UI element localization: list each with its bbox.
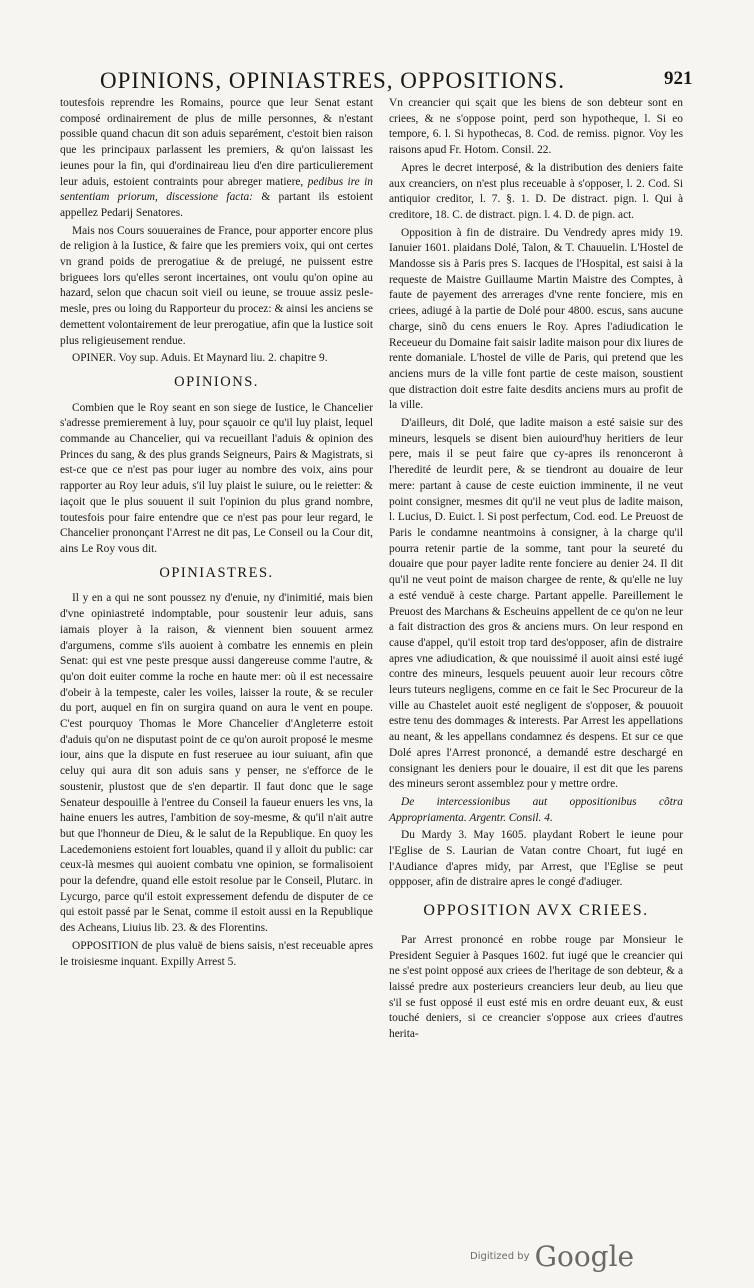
running-title: OPINIONS, OPINIASTRES, OPPOSITIONS. bbox=[100, 68, 566, 93]
left-column bbox=[60, 96, 373, 972]
section-heading-opiniastres: OPINIASTRES. bbox=[159, 564, 274, 581]
paragraph-intro: toutesfois reprendre les Romains, pource que leur Senat estant composé ordinairement de plus de mille personnes, & n'estant possible quand chacun dit son aduis separément, c'estoit bien raison que les principaux parlassent les premiers, & qu'on laissast les ieunes pour la fin, qui d'ordinaireau lieu d'en dire particulierement leur aduis, estoient contraints pour abreger matiere, pedibus ire in sententiam priorum, discessione facta: & partant ils estoient appellez Pedarij Senatores. bbox=[60, 97, 373, 219]
section-heading-opinions: OPINIONS. bbox=[174, 373, 259, 390]
paragraph-creancier: Vn creancier qui sçait que les biens de son debteur sont en criees, & ne s'oppose point, perd son hypotheque, l. Si eo tempore, 6. l. Si hypothecas, 8. Cod. de remiss. pignor. Voy les raisons apud Fr. Hotom. Consil. 22. bbox=[389, 97, 683, 157]
paragraph-opinions: Combien que le Roy seant en son siege de Iustice, le Chancelier s'adresse premierement à luy, pour sçauoir ce qu'il luy plaist, lequel commande au Chancelier, qui va recueillant l'aduis & opinion des Princes du sang, & des plus grands Seigneurs, Pairs & Magistrats, si est-ce que ce n'est pas pour iuger au nombre des voix, ains pour rapporter au Roy leur aduis, s'il luy plaist le suiure, ou le reietter: & iaçoit que le plus souuent il suit l'opinion du plus grand nombre, toutesfois pour faire entendre que ce n'est pas pour leur regard, le Chancelier prononçant l'Arrest ne dit pas, Le Conseil ou la Cour dit, ains Le Roy vous dit. bbox=[60, 401, 373, 555]
right-column bbox=[389, 96, 683, 1045]
paragraph-citation: De intercessionibus aut oppositionibus cõtra Appropriamenta. Argentr. Consil. 4. bbox=[389, 795, 683, 824]
paragraph-opiniastres: Il y en a qui ne sont poussez ny d'enuie, ny d'inimitié, mais bien d'vne opiniastreté indomptable, pour soustenir leur aduis, sans iamais ployer à la raison, & viennent bien souuent armez d'argumens, comme s'ils auoient à combatre les ennemis en plein Senat: qui est vne peste presque aussi dangereuse comme l'autre, & qu'on doit euiter comme la roche en haute mer: où il est necessaire d'obeir à la tempeste, caler les voiles, laisser la route, & se reculer du port, auquel en fin on surgira quand on aura le vent en poupe. C'est pourquoy Thomas le More Chancelier d'Angleterre estoit d'aduis qu'on ne disputast point de ce qu'on auroit proposé le mesme iour, ains que la dispute en fust reseruee au iour suiuant, afin que celuy qui aura dit son aduis sans y penser, ne s'efforce de le soustenir, plustost que de s'en departir. Il faut donc que le sage Senateur despouille à l'entree du Conseil la faueur enuers les vns, la haine enuers les autres, l'ambition de soy-mesme, & qu'il n'ait autre but que l'honneur de Dieu, & le salut de la Republique. En quoy les Lacedemoniens estoient fort louables, quand il y alloit du public: car ceux-là mesmes qui auoient combatu vne opinion, se formalisoient pour la defendre, quand elle estoit resolue par le Conseil, Plutarc. in Lycurgo, parce qu'il estoit expressement defendu de disputer de ce qui estoit passé par le Senat, comme il estoit aussi en la Republique des Acheans, Liuius lib. 23. & des Florentins. bbox=[60, 592, 373, 935]
page-number: 921 bbox=[664, 68, 693, 89]
digitized-by-label: Digitized by bbox=[470, 1251, 530, 1262]
digitized-watermark bbox=[470, 1240, 634, 1273]
paragraph-opiner: OPINER. Voy sup. Aduis. Et Maynard liu. 2. chapitre 9. bbox=[72, 352, 328, 365]
paragraph-cours: Mais nos Cours souueraines de France, pour apporter encore plus de religion à la Iustice, & faire que les premiers voix, qui ont certes vn grand poids de prerogatiue & de preiugé, ne puissent estre briguees lors qu'elles seront incertaines, ont voulu qu'on opine au hazard, selon que chacun soit vieil ou ieune, se trouue assiz pesle-mesle, pres ou loing du Rapporteur du procez: & ainsi les anciens se demettent volontairement de leur prerogatiue, afin que la Iustice soit plus religieusement rendue. bbox=[60, 224, 373, 347]
paragraph-arrest: Par Arrest prononcé en robbe rouge par Monsieur le President Seguier à Pasques 1602. fut iugé que le creancier qui ne s'est point opposé aux criees de l'heritage de son debteur, & a laissé predre aux posterieurs creanciers leur deub, au lieu que s'il se fust opposé il eust esté mis en ordre deuant eux, & eust touché deniers, si ce creancier s'oppose aux criees d'autres herita- bbox=[389, 933, 683, 1041]
section-heading-opposition-criees: OPPOSITION AVX CRIEES. bbox=[423, 902, 649, 920]
paragraph-dailleurs: D'ailleurs, dit Dolé, que ladite maison a esté saisie sur des mineurs, lesquels se disent bien auiourd'huy heritiers de leur pere, mais il se peut faire que cy-apres ils renonceront à l'heredité de leurdit pere, & se tiendront au douaire de leur mere: partant à cause de ceste euiction imminente, il ne veut point consigner, mesmes dit qu'il ne veut plus de ladite maison, l. Lucius, D. Euict. l. Si post perfectum, Cod. eod. Le Preuost de Paris le condamne neantmoins à consigner, à la charge qu'il pourra retenir partie de la somme, tant pour la seureté du douaire que pour payer ladite rente fonciere au denier 24. Il dit qu'il ne veut point de maison chargee de rente, & qu'elle ne luy a esté venduë à ceste charge. Partant appelle. Pareillement le Preuost des Marchans & Escheuins appellent de ce qu'on ne leur a fait distraction des gros & anciens murs. On leur respond en cause d'appel, qu'il estoit trop tard des'opposer, afin de distraire apres vne adiudication, & que nouissimé il auoit ainsi esté iugé contre des mineurs, lesquels peuuent auoir leur recours cõtre leurs tuteurs negligens, comme en ce fait le Sec Procureur de la ville au Chastelet auoit esté negligent de s'opposer, & pouuoit estre tenu des dommages & interests. Par Arrest les appellations au neant, & les appellans condamnez és despens. Et sur ce que Dolé apres l'Arrest prononcé, a demandé estre deschargé en consignant les deniers pour le douaire, il est dit que les parens des mineurs seront assemblez pour y mettre ordre. bbox=[389, 417, 683, 791]
google-logo: Google bbox=[534, 1240, 635, 1273]
paragraph-decret: Apres le decret interposé, & la distribution des deniers faite aux creanciers, on n'est plus receuable à s'opposer, l. 2. Cod. Si antiquior creditor, l. 7. §. 1. D. De distract. pign. l. Qui à creditore, 18. C. de distract. pign. l. 4. D. de pign. act. bbox=[389, 161, 683, 221]
paragraph-opposition-biens: OPPOSITION de plus valuë de biens saisis, n'est receuable apres le troisiesme inquant. Expilly Arrest 5. bbox=[60, 939, 373, 968]
latin-citation: pedibus ire in sententiam priorum, discessione facta: bbox=[60, 175, 373, 204]
paragraph-mardy: Du Mardy 3. May 1605. playdant Robert le ieune pour l'Eglise de S. Laurian de Vatan contre Choart, fut iugé en l'Audiance d'apres midy, par Arrest, que l'Eglise se peut oppposer, afin de distraire apres le congé d'adiuger. bbox=[389, 829, 683, 889]
paragraph-distraire: Opposition à fin de distraire. Du Vendredy apres midy 19. Ianuier 1601. plaidans Dolé, Talon, & T. Chauuelin. L'Hostel de Mandosse sis à Paris pres S. Iacques de l'Hospital, est saisi à la requeste de Maistre Guillaume Martin Maistre des Comptes, à faute de payement des arrerages d'vne rente fonciere, mis en criees, adiugé à la partie de Dolé pour 4800. escus, sans aucune charge, sinõ du cens enuers le Roy. Apres l'adiudication le Receueur du Domaine fait saisir ladite maison pour dix liures de rente domaniale. L'hostel de ville de Paris, qui pretend que les anciens murs de la ville font partie de ceste maison, soustient que distraction doit estre faite desdits anciens murs au profit de la ville. bbox=[389, 226, 683, 412]
